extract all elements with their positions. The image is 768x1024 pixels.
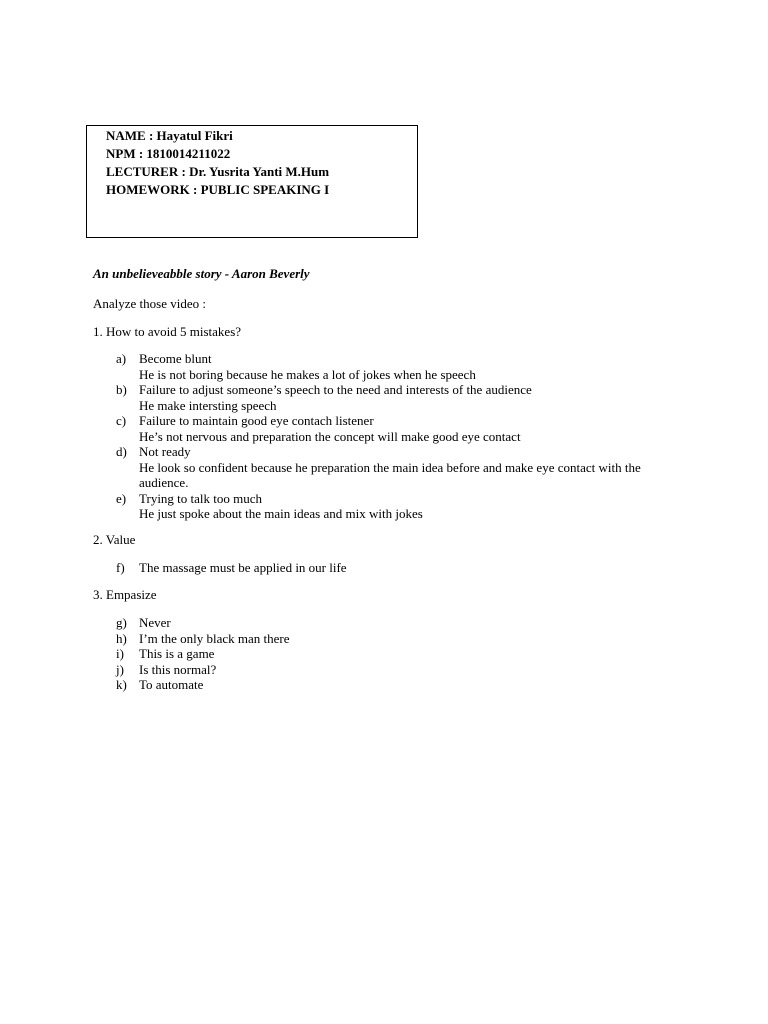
value-list <box>116 560 676 576</box>
item-detail: He’s not nervous and preparation the concept will make good eye contact <box>139 428 521 444</box>
intro-text: Analyze those video : <box>93 296 206 311</box>
list-marker: j) <box>116 661 124 677</box>
item-title: Failure to maintain good eye contach listener <box>139 413 374 428</box>
list-item <box>116 677 676 693</box>
item-title: Never <box>139 615 171 630</box>
section-heading-value: 2. Value <box>93 532 136 547</box>
list-item <box>116 615 676 631</box>
list-marker: i) <box>116 646 124 661</box>
list-marker: d) <box>116 444 127 459</box>
student-name: NAME : Hayatul Fikri <box>106 128 233 143</box>
lecturer: LECTURER : Dr. Yusrita Yanti M.Hum <box>106 164 330 179</box>
item-title: The massage must be applied in our life <box>139 560 347 575</box>
story-title: An unbelieveabble story - Aaron Beverly <box>93 266 310 281</box>
list-item <box>116 646 676 662</box>
list-item <box>116 491 676 522</box>
student-npm: NPM : 1810014211022 <box>106 146 231 161</box>
item-title: Failure to adjust someone’s speech to the need and interests of the audience <box>139 382 532 397</box>
list-marker: g) <box>116 615 127 630</box>
list-item <box>116 631 676 647</box>
item-title: Trying to talk too much <box>139 490 263 506</box>
list-marker: e) <box>116 490 127 506</box>
section-heading-emphasize: 3. Empasize <box>93 587 157 602</box>
emphasize-list <box>116 615 676 693</box>
list-marker: a) <box>116 351 127 366</box>
list-item <box>116 444 676 491</box>
list-item <box>116 662 676 678</box>
item-detail: He make intersting speech <box>139 397 277 413</box>
item-title: Not ready <box>139 444 191 459</box>
item-title: This is a game <box>139 646 215 661</box>
item-detail: He look so confident because he preparation the main idea before and make eye contact with the audience. <box>139 459 641 490</box>
item-title: Is this normal? <box>139 661 217 677</box>
item-detail: He is not boring because he makes a lot of jokes when he speech <box>139 366 476 382</box>
item-title: To automate <box>139 677 204 692</box>
homework-title: HOMEWORK : PUBLIC SPEAKING I <box>106 182 330 197</box>
list-item <box>116 560 676 576</box>
list-item <box>116 351 676 382</box>
list-item <box>116 382 676 413</box>
list-marker: b) <box>116 382 127 397</box>
list-item <box>116 413 676 444</box>
list-marker: f) <box>116 560 125 575</box>
item-title: I’m the only black man there <box>139 630 290 646</box>
item-title: Become blunt <box>139 351 212 366</box>
section-heading-mistakes: 1. How to avoid 5 mistakes? <box>93 324 242 339</box>
list-marker: c) <box>116 413 127 428</box>
list-marker: k) <box>116 677 127 692</box>
mistakes-list <box>116 351 676 522</box>
item-detail: He just spoke about the main ideas and mix with jokes <box>139 506 423 521</box>
student-info-box <box>86 125 418 238</box>
list-marker: h) <box>116 630 127 646</box>
